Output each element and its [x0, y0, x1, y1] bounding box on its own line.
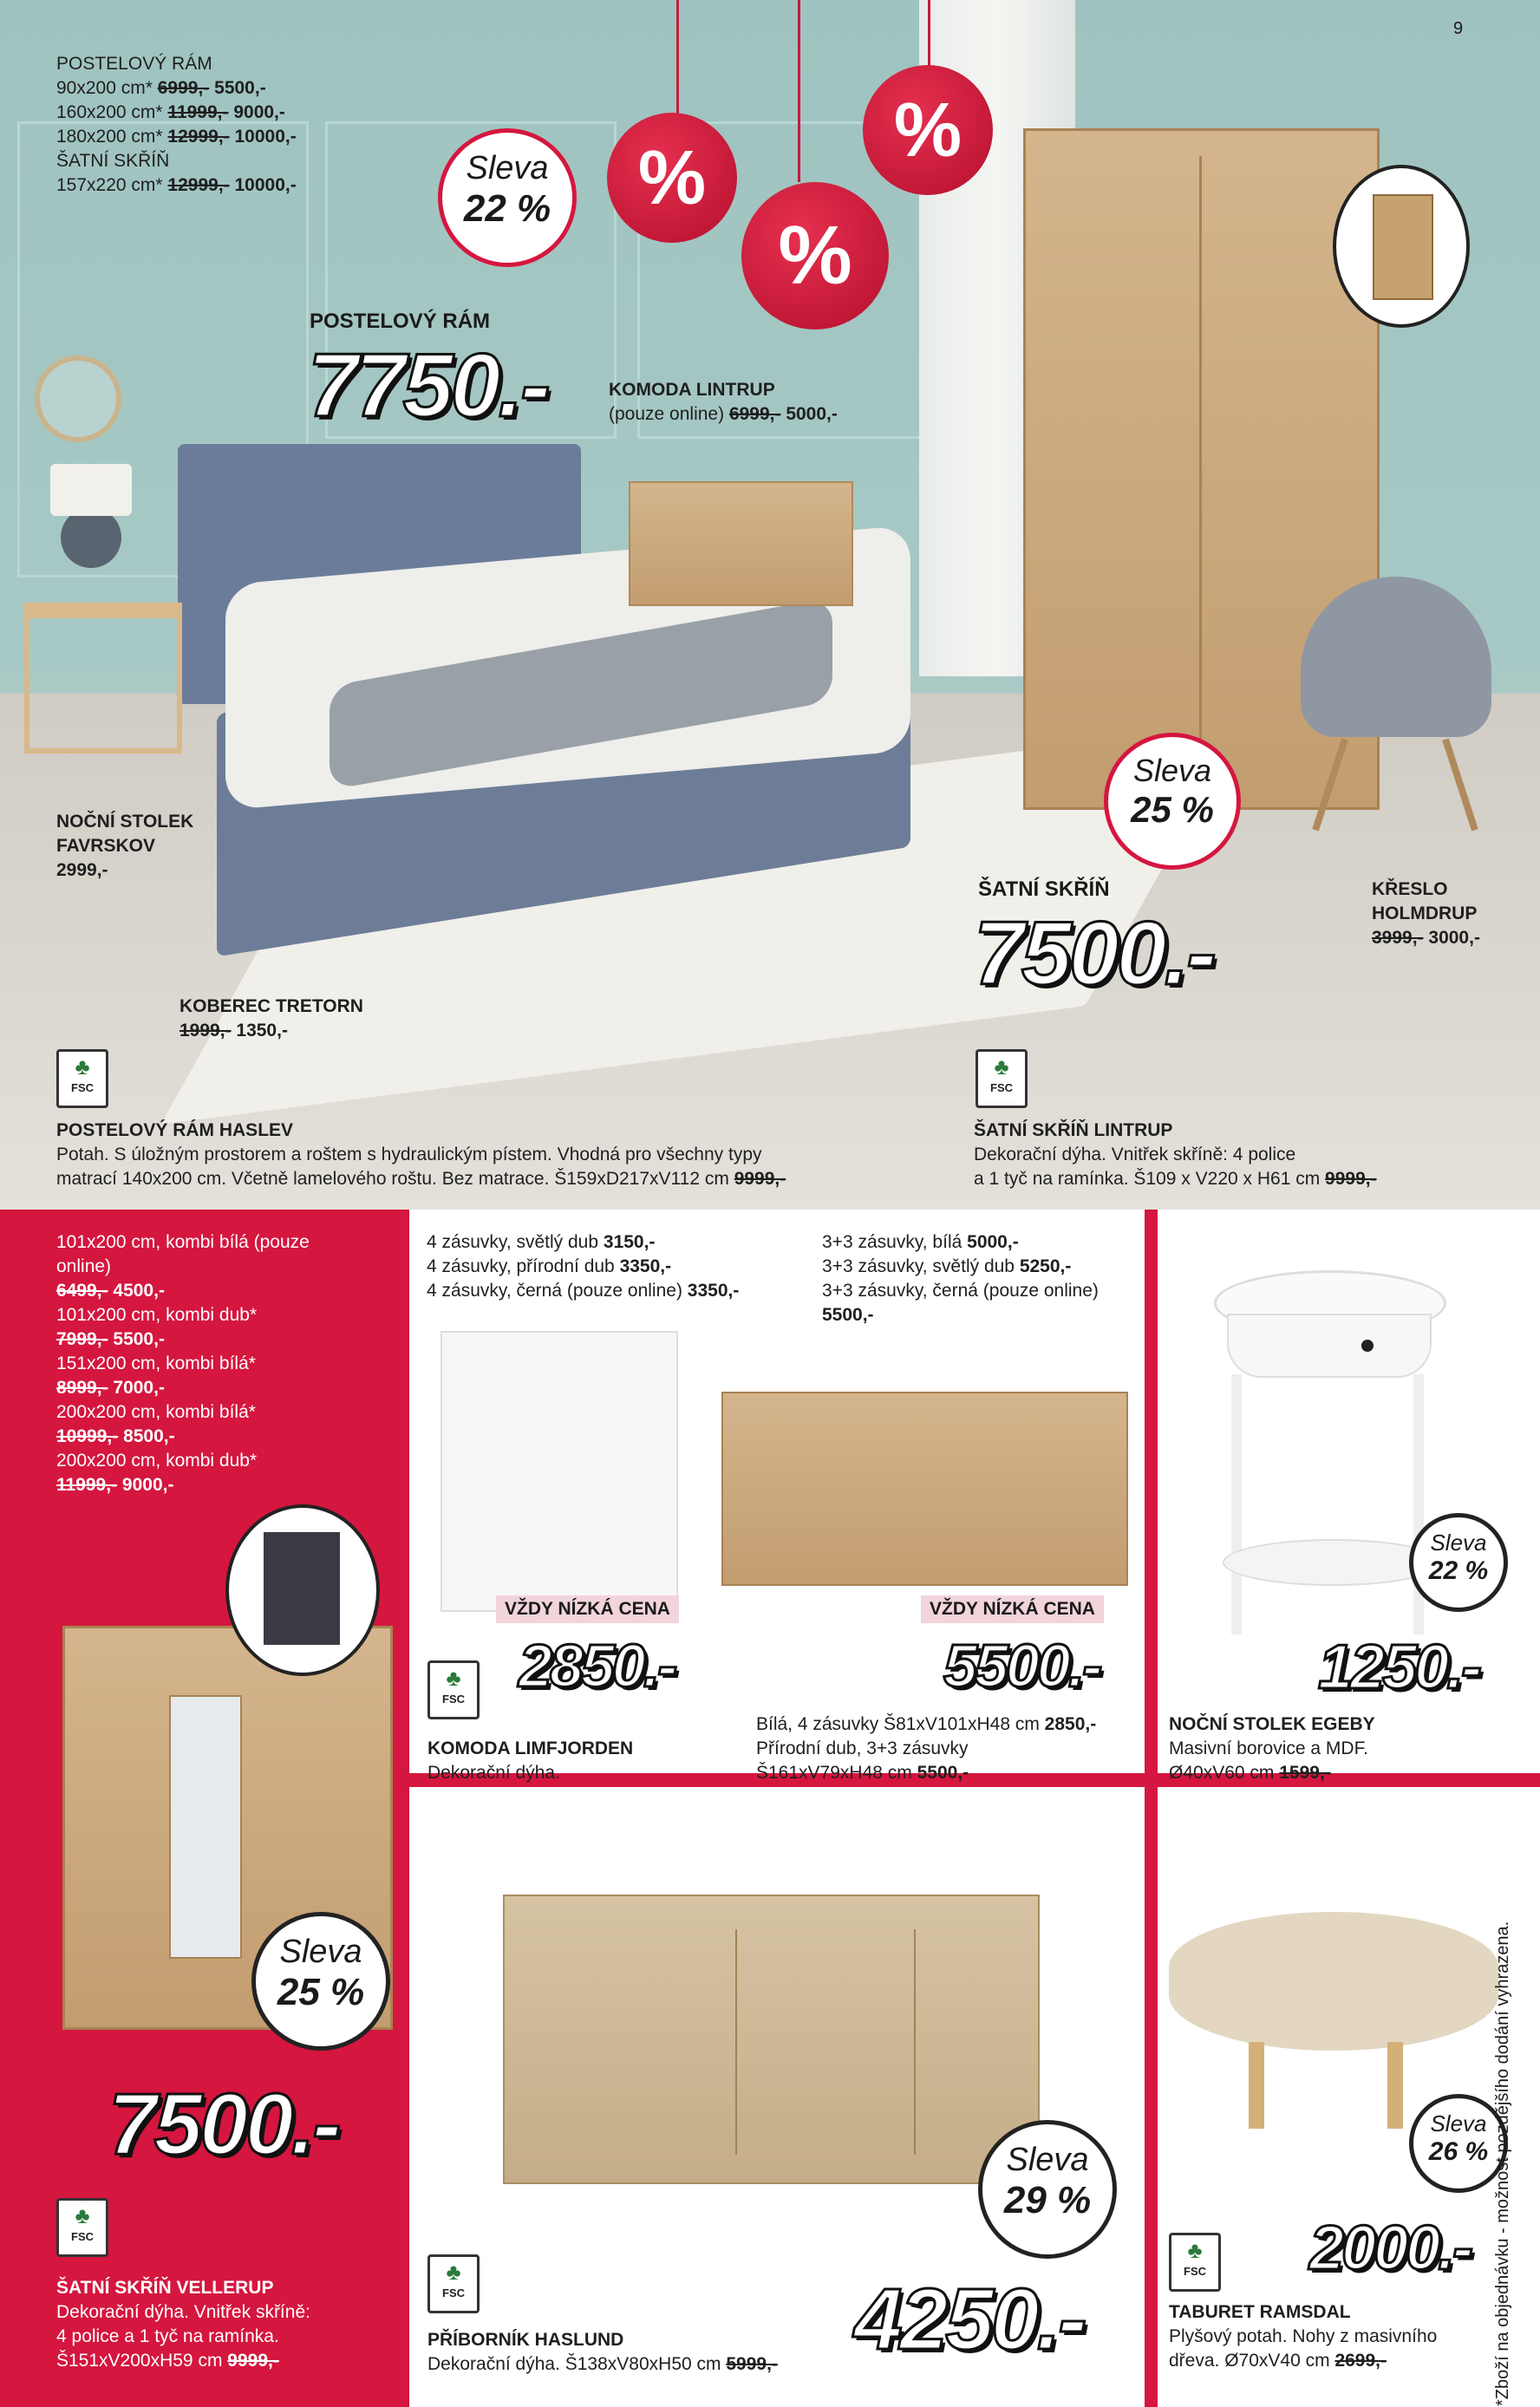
- always-low-price-badge: VŽDY NÍZKÁ CENA: [496, 1595, 679, 1623]
- egeby-knob: [1361, 1340, 1374, 1352]
- page-number: 9: [1453, 19, 1464, 38]
- price-line: 157x220 cm* 12999,- 10000,-: [56, 175, 297, 195]
- wardrobe-seam: [1199, 156, 1202, 780]
- komoda-lintrup-label: KOMODA LINTRUP (pouze online) 6999,- 5000,-: [609, 380, 838, 424]
- ramsdal-price: 2000.-: [1309, 2214, 1471, 2283]
- lamp-shade: [50, 464, 132, 516]
- bed-title: POSTELOVÝ RÁM: [310, 310, 491, 333]
- bed-price: 7750.-: [308, 336, 548, 436]
- limfjorden-oak-dresser-image: [721, 1392, 1128, 1586]
- limfjorden-variants-right: 3+3 zásuvky, bílá 5000,- 3+3 zásuvky, světlý dub 5250,- 3+3 zásuvky, černá (pouze online) 5500,-: [822, 1232, 1099, 1325]
- discount-bubble: Sleva 29 %: [978, 2120, 1117, 2259]
- ramsdal-leg: [1249, 2042, 1264, 2129]
- limfjorden-variants-left: 4 zásuvky, světlý dub 3150,- 4 zásuvky, přírodní dub 3350,- 4 zásuvky, černá (pouze online) 3350,-: [427, 1232, 740, 1301]
- tag-string: [676, 0, 679, 121]
- fsc-logo: ♣ FSC: [1169, 2233, 1221, 2292]
- vellerup-description: ŠATNÍ SKŘÍŇ VELLERUP Dekorační dýha. Vnitřek skříně: 4 police a 1 tyč na ramínka. Š151xV200xH59 cm 9999,-: [56, 2278, 310, 2371]
- fsc-logo: ♣ FSC: [976, 1049, 1028, 1108]
- egeby-drawer: [1227, 1314, 1432, 1378]
- egeby-description: NOČNÍ STOLEK EGEBY Masivní borovice a MDF. Ø40xV60 cm 1599,-: [1169, 1714, 1375, 1783]
- discount-bubble: Sleva 25 %: [1104, 733, 1241, 870]
- limfjorden-title: KOMODA LIMFJORDEN Dekorační dýha.: [427, 1738, 634, 1783]
- fsc-logo: ♣ FSC: [427, 1660, 480, 1719]
- price-line: 90x200 cm* 6999,- 5500,-: [56, 78, 266, 98]
- bed-size-price-list: [56, 52, 297, 198]
- nightstand-favrskov-label: NOČNÍ STOLEK FAVRSKOV 2999,-: [56, 812, 194, 880]
- rug-tretorn-label: KOBEREC TRETORN 1999,- 1350,-: [179, 996, 363, 1040]
- price-line: 180x200 cm* 12999,- 10000,-: [56, 127, 297, 147]
- haslev-description: POSTELOVÝ RÁM HASLEV Potah. S úložným prostorem a roštem s hydraulickým pístem. Vhodná pro všechny typy matrací 140x200 cm. Včetně lamelového roštu. Bez matrace. Š159xD217xV112 cm 9999,-: [56, 1120, 786, 1189]
- limfjorden-price-large: 5500.-: [943, 1632, 1100, 1699]
- vellerup-interior-thumb: [225, 1504, 380, 1676]
- percent-tag: %: [607, 113, 737, 243]
- discount-bubble: Sleva 22 %: [438, 128, 577, 267]
- order-footnote: *Zboží na objednávku - možnost pozdějšího dodání vyhrazena.: [1493, 1921, 1512, 2406]
- ramsdal-leg: [1387, 2042, 1403, 2129]
- limfjorden-price-small: 2850.-: [519, 1632, 675, 1699]
- dresser-image: [629, 481, 853, 606]
- haslund-price: 4250.-: [854, 2271, 1085, 2368]
- egeby-leg: [1231, 1374, 1242, 1634]
- discount-bubble: Sleva 22 %: [1409, 1513, 1508, 1612]
- price-line: 160x200 cm* 11999,- 9000,-: [56, 102, 285, 122]
- fsc-logo: ♣ FSC: [56, 1049, 108, 1108]
- vellerup-variant-list: 101x200 cm, kombi bílá (pouze online) 6499,- 4500,- 101x200 cm, kombi dub* 7999,- 5500,- 151x200 cm, kombi bílá* 8999,- 7000,- 200x200 cm, kombi bílá* 10999,- 8500,- 200x200 cm, kombi dub* 11999,- 9000,-: [56, 1232, 310, 1495]
- wardrobe-interior-thumb: [1333, 165, 1470, 328]
- price-line: ŠATNÍ SKŘÍŇ: [56, 151, 170, 171]
- fsc-logo: ♣ FSC: [56, 2198, 108, 2257]
- vellerup-price: 7500.-: [108, 2076, 339, 2173]
- discount-bubble: Sleva 26 %: [1409, 2094, 1508, 2193]
- wardrobe-title: ŠATNÍ SKŘÍŇ: [978, 877, 1110, 901]
- round-mirror: [35, 356, 121, 442]
- limfjorden-specs: Bílá, 4 zásuvky Š81xV101xH48 cm 2850,- Přírodní dub, 3+3 zásuvky Š161xV79xH48 cm 5500,-: [756, 1714, 1097, 1783]
- tag-string: [798, 0, 800, 182]
- chair-holmdrup-label: KŘESLO HOLMDRUP 3999,- 3000,-: [1372, 879, 1480, 948]
- haslund-drawers: [735, 1929, 916, 2155]
- lamp-image: [61, 507, 121, 568]
- offers-section: [0, 1210, 1540, 2407]
- percent-tag: %: [741, 182, 889, 329]
- ramsdal-stool-image: [1169, 1912, 1498, 2051]
- percent-tag: %: [863, 65, 993, 195]
- limfjorden-white-dresser-image: [440, 1331, 678, 1612]
- nightstand-image: [24, 603, 182, 753]
- egeby-price: 1250.-: [1318, 1633, 1480, 1702]
- price-line: POSTELOVÝ RÁM: [56, 54, 212, 74]
- fsc-logo: ♣ FSC: [427, 2254, 480, 2313]
- always-low-price-badge: VŽDY NÍZKÁ CENA: [921, 1595, 1104, 1623]
- lintrup-description: ŠATNÍ SKŘÍŇ LINTRUP Dekorační dýha. Vnitřek skříně: 4 police a 1 tyč na ramínka. Š109 x V220 x H61 cm 9999,-: [974, 1120, 1377, 1189]
- discount-bubble: Sleva 25 %: [251, 1912, 390, 2051]
- wardrobe-mirror: [169, 1695, 242, 1959]
- wardrobe-price: 7500.-: [974, 903, 1214, 1004]
- tag-string: [928, 0, 930, 69]
- ramsdal-description: TABURET RAMSDAL Plyšový potah. Nohy z masivního dřeva. Ø70xV40 cm 2699,-: [1169, 2302, 1438, 2371]
- haslund-description: PŘÍBORNÍK HASLUND Dekorační dýha. Š138xV80xH50 cm 5999,-: [427, 2330, 778, 2374]
